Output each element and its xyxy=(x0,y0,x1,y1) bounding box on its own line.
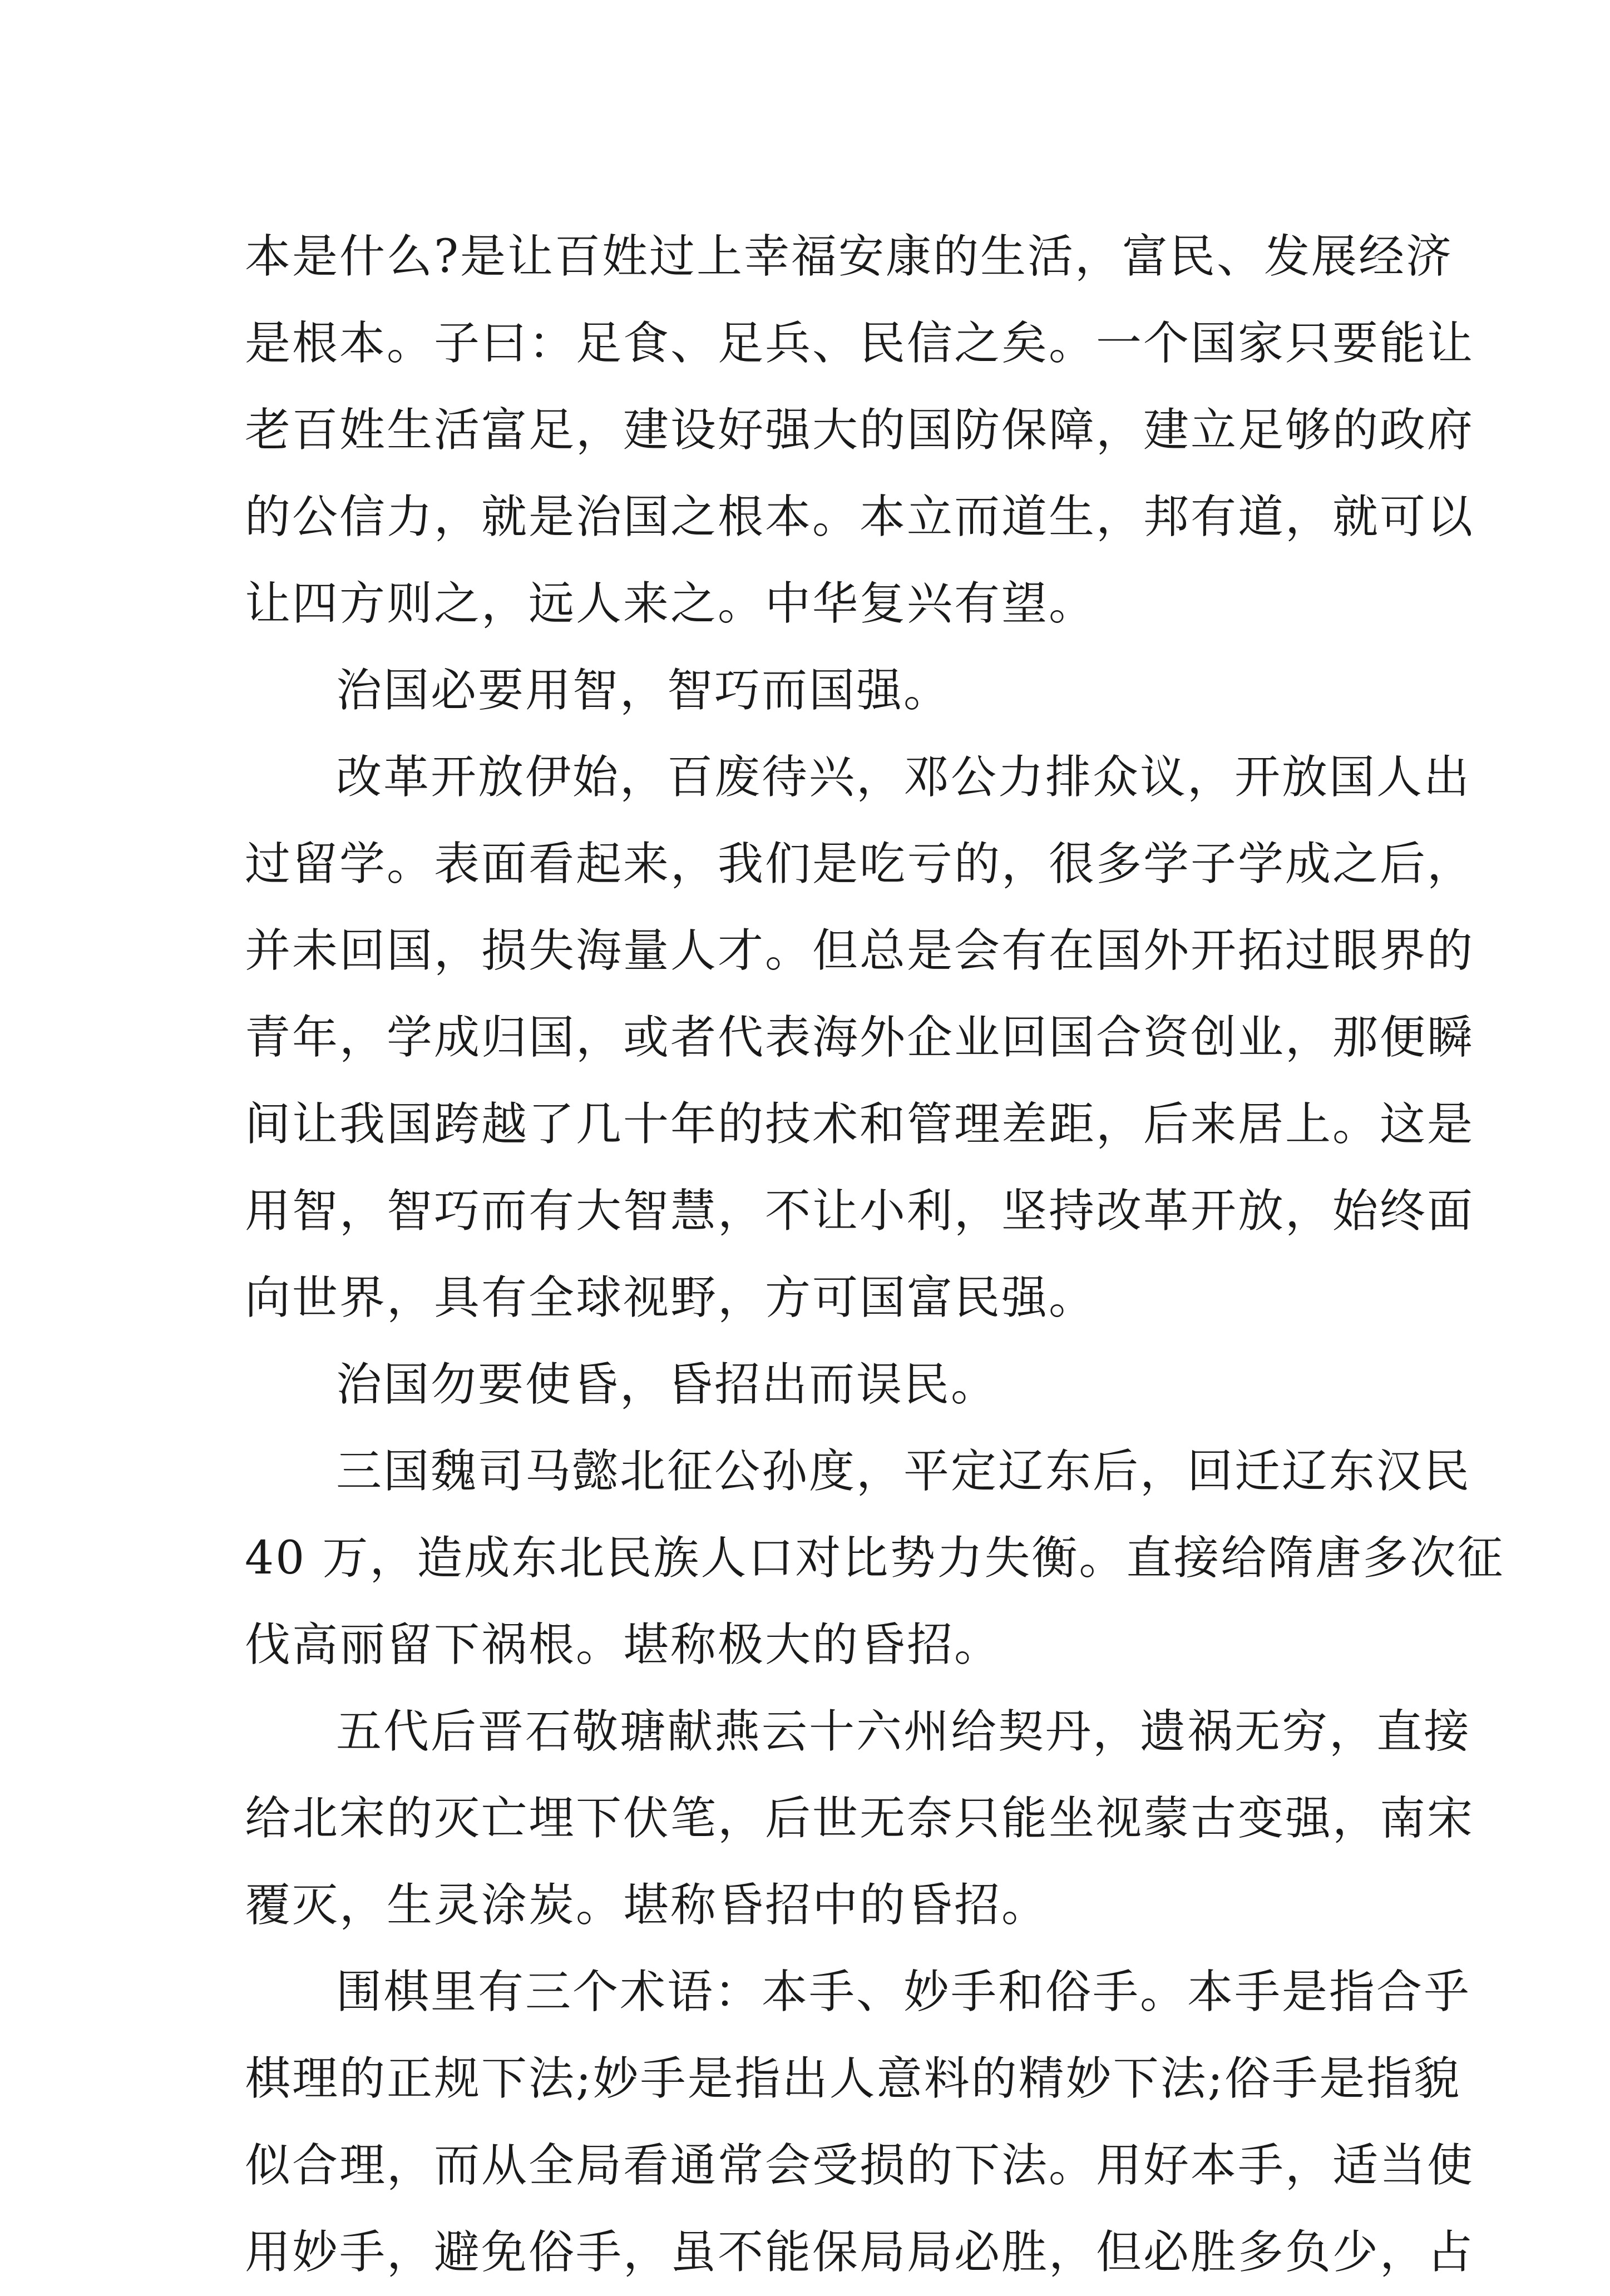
text-line: 的公信力，就是治国之根本。本立而道生，邦有道，就可以 xyxy=(245,491,1475,543)
text-line: 并未回国，损失海量人才。但总是会有在国外开拓过眼界的 xyxy=(245,924,1475,977)
text-line: 改革开放伊始，百废待兴，邓公力排众议，开放国人出 xyxy=(336,751,1471,804)
text-line: 给北宋的灭亡埋下伏笔，后世无奈只能坐视蒙古变强，南宋 xyxy=(245,1792,1475,1845)
text-line: 向世界，具有全球视野，方可国富民强。 xyxy=(245,1271,1097,1324)
text-line: 伐高丽留下祸根。堪称极大的昏招。 xyxy=(245,1619,1002,1671)
text-line: 青年，学成归国，或者代表海外企业回国合资创业，那便瞬 xyxy=(245,1011,1475,1064)
text-line: 覆灭，生灵涂炭。堪称昏招中的昏招。 xyxy=(245,1879,1049,1932)
text-line: 治国必要用智，智巧而国强。 xyxy=(336,664,951,717)
text-line: 棋理的正规下法;妙手是指出人意料的精妙下法;俗手是指貌 xyxy=(245,2052,1461,2105)
text-line: 过留学。表面看起来，我们是吃亏的，很多学子学成之后， xyxy=(245,838,1475,890)
text-line: 老百姓生活富足，建设好强大的国防保障，建立足够的政府 xyxy=(245,404,1475,457)
document-body xyxy=(245,214,1505,2296)
text-line: 40 万，造成东北民族人口对比势力失衡。直接给隋唐多次征 xyxy=(245,1532,1505,1585)
text-line: 五代后晋石敬瑭献燕云十六州给契丹，遗祸无穷，直接 xyxy=(336,1705,1471,1758)
text-line: 围棋里有三个术语：本手、妙手和俗手。本手是指合乎 xyxy=(336,1966,1471,2018)
text-line: 让四方则之，远人来之。中华复兴有望。 xyxy=(245,577,1097,630)
text-line: 似合理，而从全局看通常会受损的下法。用好本手，适当使 xyxy=(245,2139,1475,2192)
text-line: 本是什么?是让百姓过上幸福安康的生活，富民、发展经济 xyxy=(245,230,1453,283)
text-line: 三国魏司马懿北征公孙度，平定辽东后，回迁辽东汉民 xyxy=(336,1445,1471,1498)
text-line: 是根本。子曰：足食、足兵、民信之矣。一个国家只要能让 xyxy=(245,317,1475,370)
text-line: 用妙手，避免俗手，虽不能保局局必胜，但必胜多负少，占 xyxy=(245,2226,1475,2279)
text-line: 用智，智巧而有大智慧，不让小利，坚持改革开放，始终面 xyxy=(245,1185,1475,1238)
text-line: 间让我国跨越了几十年的技术和管理差距，后来居上。这是 xyxy=(245,1098,1475,1151)
text-line: 治国勿要使昏，昏招出而误民。 xyxy=(336,1358,999,1411)
